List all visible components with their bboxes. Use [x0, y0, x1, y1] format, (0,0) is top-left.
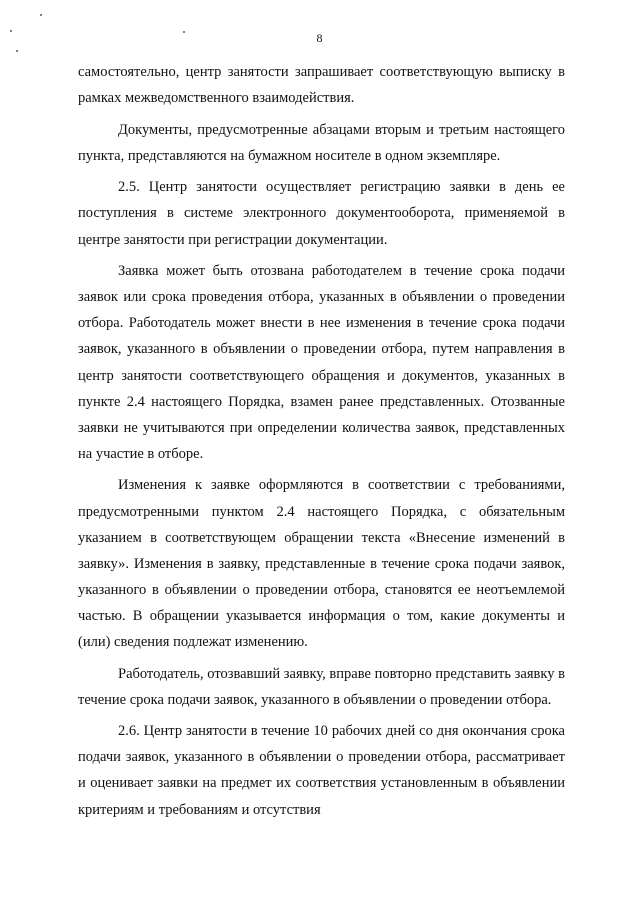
paragraph: Изменения к заявке оформляются в соответствии с требованиями, предусмотренными пунктом 2.4 настоящего Порядка, с обязательным указанием в соответствующем обращении текста «Внесение изменений в заявку». Изменения в заявку, представленные в течение срока подачи заявок, указанного в объявлении о проведении отбора, становятся ее неотъемлемой частью. В обращении указывается информация о том, какие документы и (или) сведения подлежат изменению.	[78, 477, 565, 650]
paragraph: Работодатель, отозвавший заявку, вправе повторно представить заявку в течение срока подачи заявок, указанного в объявлении о проведении отбора.	[78, 665, 565, 708]
paragraph-continuation: самостоятельно, центр занятости запрашивает соответствующую выписку в рамках межведомственного взаимодействия.	[78, 64, 565, 107]
scan-speck	[40, 14, 42, 16]
paragraph: Документы, предусмотренные абзацами вторым и третьим настоящего пункта, представляются на бумажном носителе в одном экземпляре.	[78, 121, 565, 164]
page-number: 8	[316, 31, 323, 45]
paragraph-clause-2-6: 2.6. Центр занятости в течение 10 рабочих дней со дня окончания срока подачи заявок, указанного в объявлении о проведении отбора, рассматривает и оценивает заявки на предмет их соответствия установленным в объявлении критериям и требованиям и отсутствия	[78, 723, 565, 818]
scan-speck	[16, 50, 18, 52]
paragraph-clause-2-5: 2.5. Центр занятости осуществляет регистрацию заявки в день ее поступления в системе электронного документооборота, применяемой в центре занятости при регистрации документации.	[78, 179, 565, 248]
paragraph: Заявка может быть отозвана работодателем в течение срока подачи заявок или срока проведения отбора, указанных в объявлении о проведении отбора. Работодатель может внести в нее изменения в течение срока подачи заявок, указанного в объявлении о проведении отбора, путем направления в центр занятости соответствующего обращения и документов, указанных в пункте 2.4 настоящего Порядка, взамен ранее представленных. Отозванные заявки не учитываются при определении количества заявок, представленных на участие в отборе.	[78, 263, 565, 462]
document-body	[78, 59, 565, 823]
